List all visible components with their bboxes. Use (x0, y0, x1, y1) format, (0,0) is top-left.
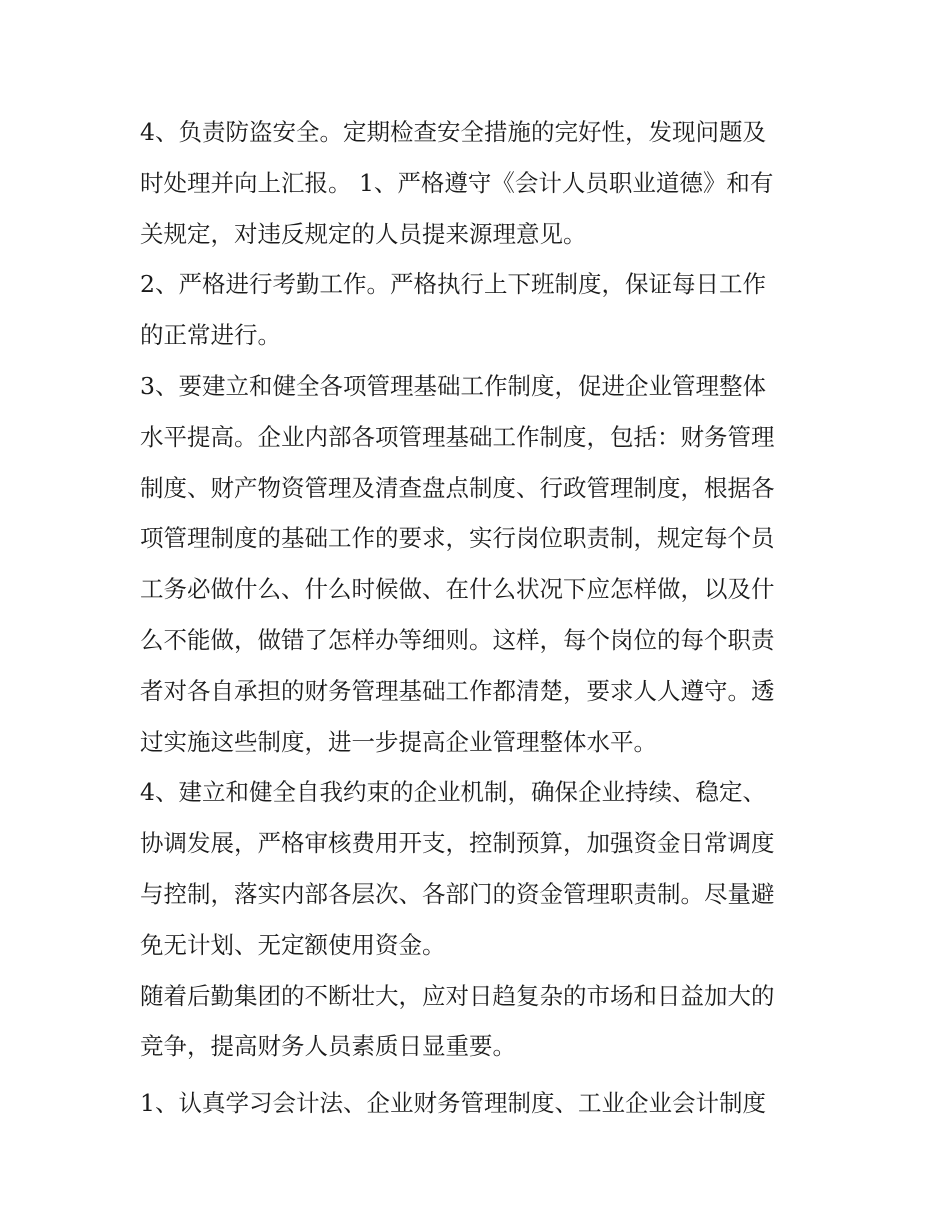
text-line: 的正常进行。 (140, 321, 281, 350)
document-body (140, 107, 815, 1129)
text-line: 竞争，提高财务人员素质日显重要。 (140, 1032, 516, 1061)
text-line: 么不能做，做错了怎样办等细则。这样，每个岗位的每个职责 (140, 625, 775, 654)
text-line: 项管理制度的基础工作的要求，实行岗位职责制，规定每个员 (140, 524, 775, 553)
text-line: 者对各自承担的财务管理基础工作都清楚，要求人人遵守。透 (140, 676, 775, 705)
text-line: 工务必做什么、什么时候做、在什么状况下应怎样做，以及什 (140, 575, 775, 604)
text-line: 1、认真学习会计法、企业财务管理制度、工业企业会计制度 (140, 1089, 766, 1118)
text-line: 免无计划、无定额使用资金。 (140, 930, 446, 959)
text-line: 3、要建立和健全各项管理基础工作制度，促进企业管理整体 (140, 371, 766, 400)
text-line: 2、严格进行考勤工作。严格执行上下班制度，保证每日工作 (140, 270, 766, 299)
text-line: 制度、财产物资管理及清查盘点制度、行政管理制度，根据各 (140, 473, 775, 502)
text-line: 与控制，落实内部各层次、各部门的资金管理职责制。尽量避 (140, 879, 775, 908)
text-line: 水平提高。企业内部各项管理基础工作制度，包括：财务管理 (140, 422, 775, 451)
text-line: 协调发展，严格审核费用开支，控制预算，加强资金日常调度 (140, 829, 775, 858)
text-line: 关规定，对违反规定的人员提来源理意见。 (140, 219, 587, 248)
text-line: 时处理并向上汇报。 1、严格遵守《会计人员职业道德》和有 (140, 168, 774, 197)
text-line: 过实施这些制度，进一步提高企业管理整体水平。 (140, 727, 657, 756)
text-line: 4、建立和健全自我约束的企业机制，确保企业持续、稳定、 (140, 778, 766, 807)
text-line: 4、负责防盗安全。定期检查安全措施的完好性，发现问题及 (140, 118, 766, 146)
text-line: 随着后勤集团的不断壮大，应对日趋复杂的市场和日益加大的 (140, 981, 775, 1010)
